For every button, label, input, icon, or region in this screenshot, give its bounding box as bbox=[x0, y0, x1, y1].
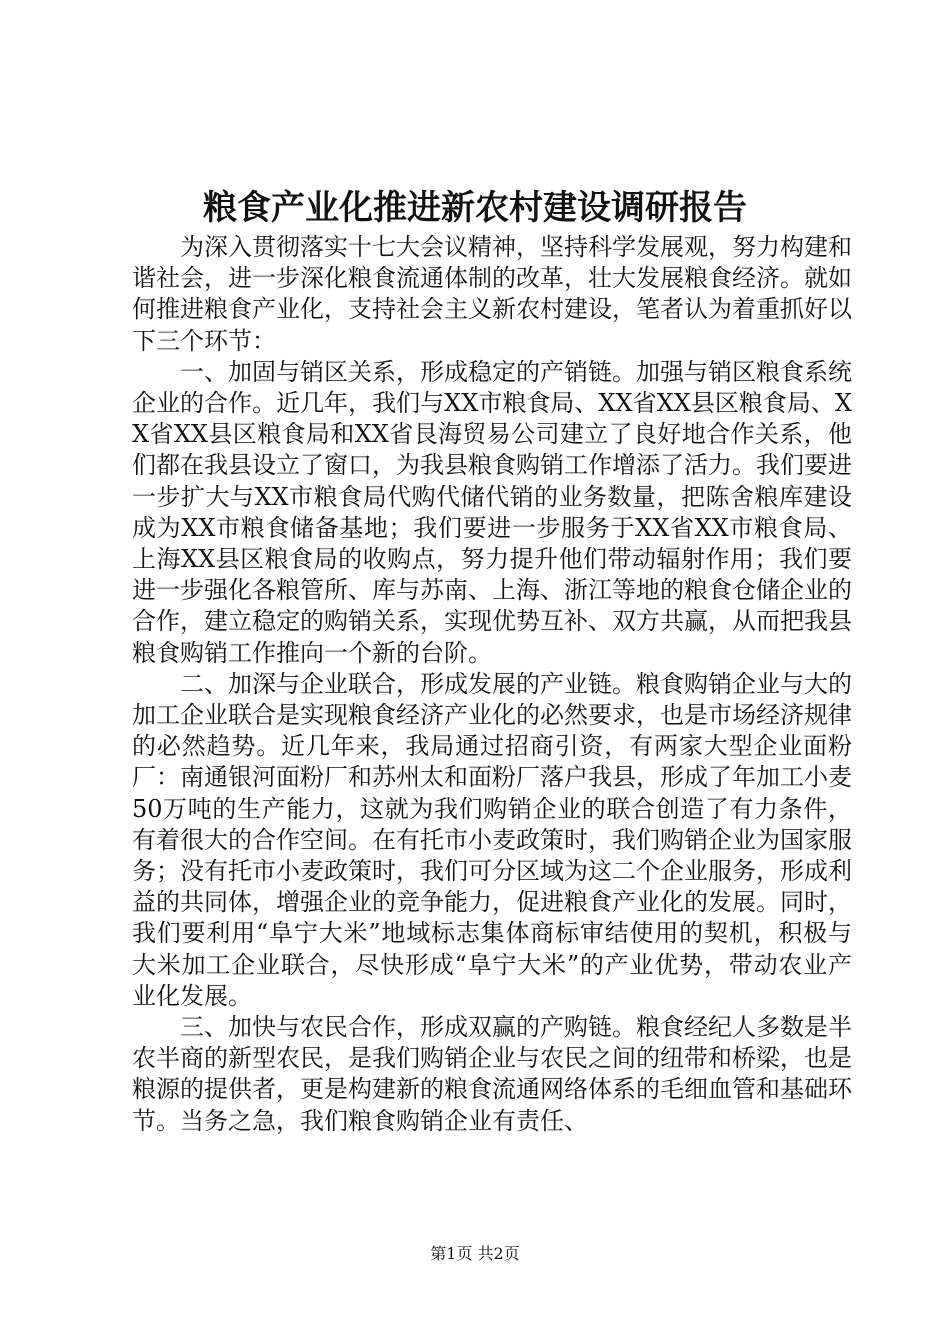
paragraph-section-1: 一、加固与销区关系，形成稳定的产销链。加强与销区粮食系统企业的合作。近几年，我们与XX市粮食局、XX省XX县区粮食局、XX省XX县区粮食局和XX省艮海贸易公司建立了良好地合作关系，他们都在我县设立了窗口，为我县粮食购销工作增添了活力。我们要进一步扩大与XX市粮食局代购代储代销的业务数量，把陈舍粮库建设成为XX市粮食储备基地；我们要进一步服务于XX省XX市粮食局、上海XX县区粮食局的收购点，努力提升他们带动辐射作用；我们要进一步强化各粮管所、库与苏南、上海、浙江等地的粮食仓储企业的合作，建立稳定的购销关系，实现优势互补、双方共赢，从而把我县粮食购销工作推向一个新的台阶。 bbox=[132, 357, 852, 667]
page-number-footer: 第1页 共2页 bbox=[430, 1244, 520, 1263]
paragraph-intro: 为深入贯彻落实十七大会议精神，坚持科学发展观，努力构建和谐社会，进一步深化粮食流通体制的改革，壮大发展粮食经济。就如何推进粮食产业化，支持社会主义新农村建设，笔者认为着重抓好以下三个环节： bbox=[132, 233, 852, 355]
document-body bbox=[132, 232, 852, 1137]
paragraph-section-3: 三、加快与农民合作，形成双赢的产购链。粮食经纪人多数是半农半商的新型农民，是我们购销企业与农民之间的纽带和桥梁，也是粮源的提供者，更是构建新的粮食流通网络体系的毛细血管和基础环节。当务之急，我们粮食购销企业有责任、 bbox=[132, 1013, 852, 1135]
paragraph-section-2: 二、加深与企业联合，形成发展的产业链。粮食购销企业与大的加工企业联合是实现粮食经济产业化的必然要求，也是市场经济规律的必然趋势。近几年来，我局通过招商引资，有两家大型企业面粉厂：南通银河面粉厂和苏州太和面粉厂落户我县，形成了年加工小麦50万吨的生产能力，这就为我们购销企业的联合创造了有力条件，有着很大的合作空间。在有托市小麦政策时，我们购销企业为国家服务；没有托市小麦政策时，我们可分区域为这二个企业服务，形成利益的共同体，增强企业的竞争能力，促进粮食产业化的发展。同时，我们要利用“阜宁大米”地域标志集体商标审结使用的契机，积极与大米加工企业联合，尽快形成“阜宁大米”的产业优势，带动农业产业化发展。 bbox=[132, 669, 852, 1010]
document-title: 粮食产业化推进新农村建设调研报告 bbox=[203, 188, 747, 228]
